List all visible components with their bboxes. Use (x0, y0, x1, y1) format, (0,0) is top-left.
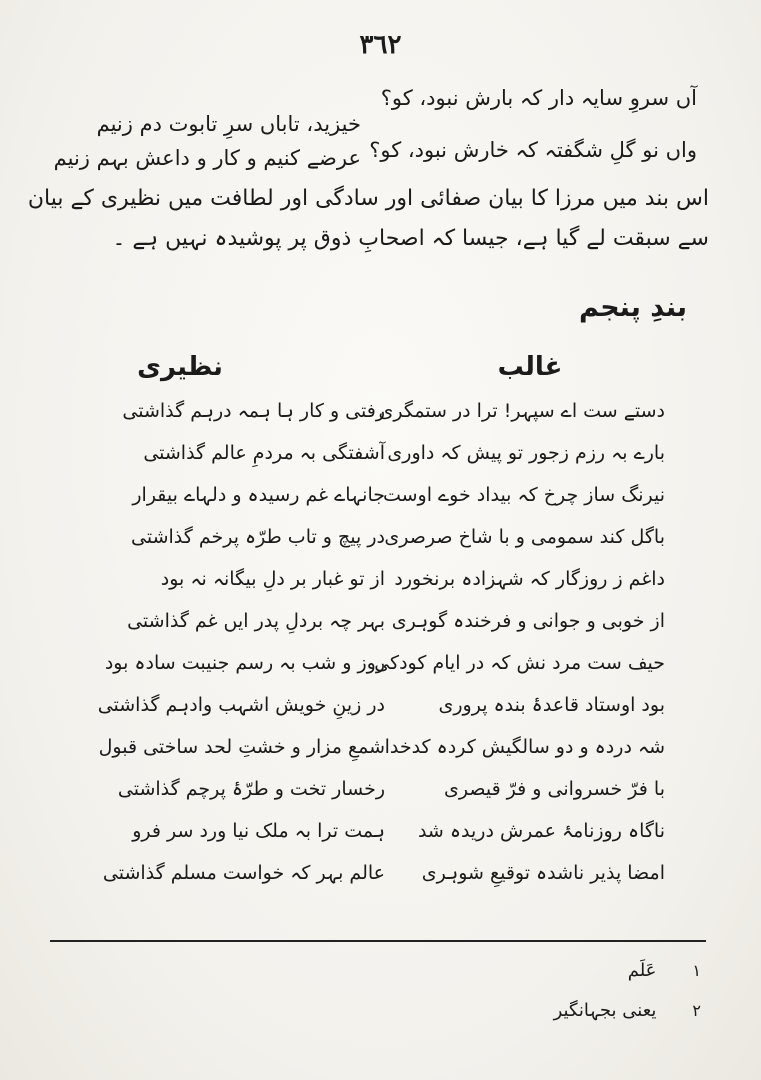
ghalib-verse-line: شہ دردہ و دو سالگیش کردہ کدخدا (384, 736, 665, 758)
page-number: ۳٦۲ (359, 30, 402, 60)
ghalib-verse-line: امضا پذیر ناشدہ توقیعِ شوہری (421, 862, 665, 884)
naziri-verse-line: در زینِ خویش اشہب وادہم گذاشتی (97, 694, 385, 716)
ghalib-verse-line: با فرّ خسروانی و فرّ قیصری (444, 778, 665, 800)
section-heading: بندِ پنجم (579, 292, 687, 323)
intro-verse-left-2: عرضے کنیم و کار و داعش بہم زنیم (53, 146, 361, 170)
naziri-verse-line: عالم بہر کہ خواست مسلم گذاشتی (102, 862, 385, 884)
naziri-verse-line: جانہاے غم رسیدہ و دلہاے بیقرار (132, 484, 385, 506)
naziri-verse-line: شمعِ مزار و خشتِ لحد ساختی قبول (98, 736, 385, 758)
footnote-number: ۲ (692, 1001, 701, 1020)
ghalib-verse-line: ناگاہ روزنامۂ عمرش دریدہ شد (417, 820, 665, 842)
footnote-number: ۱ (692, 961, 701, 980)
footnote-text: عَلَم (627, 960, 657, 981)
naziri-verse-line: ہمت ترا بہ ملک نیا ورد سر فرو (132, 820, 385, 842)
ghalib-verse-line: داغم ز روزگار کہ شہزادہ برنخورد (394, 568, 665, 590)
intro-verse-left-1: خیزید، تاباں سرِ تابوت دم زنیم (96, 112, 361, 136)
naziri-verse-line: در پیچ و تاب طرّہ پرخم گذاشتی (131, 526, 385, 548)
naziri-verse-line: رفتی و کار ہا ہمہ درہم گذاشتی (122, 400, 385, 422)
ghalib-verse-line: نیرنگ ساز چرخ کہ بیداد خوے اوست (382, 484, 665, 506)
footnote-text: یعنی بجہانگیر (553, 1000, 657, 1021)
ghalib-heading: غالب (497, 352, 563, 382)
naziri-verse-line: بہر چہ بردلِ پدر ایں غم گذاشتی (127, 610, 385, 632)
ghalib-verse-line: بود اوستاد قاعدۂ بندہ پروری (438, 694, 665, 716)
ghalib-verse-line: از خوبی و جوانی و فرخندہ گوہری (391, 610, 665, 632)
ghalib-verse-line: بارے بہ رزم زجور تو پیش کہ داوری (387, 442, 665, 464)
ghalib-verse-line: حیف ست مرد نش کہ در ایام کودکی (374, 652, 665, 674)
footnote-divider (50, 940, 706, 942)
naziri-verse-line: روز و شب بہ رسم جنیبت سادہ بود (104, 652, 385, 674)
naziri-verse-line: رخسار تخت و طرّۂ پرچم گذاشتی (117, 778, 385, 800)
commentary-line-2: سے سبقت لے گیا ہے، جیسا کہ اصحابِ ذوق پر پوشیدہ نہیں ہے ۔ (112, 226, 709, 251)
intro-verse-right-1: آں سروِ سایہ دار کہ بارش نبود، کو؟ (380, 86, 697, 110)
commentary-line-1: اس بند میں مرزا کا بیان صفائی اور سادگی اور لطافت میں نظیری کے بیان (27, 186, 709, 211)
ghalib-verse-line: باگل کند سمومی و با شاخ صرصری (384, 526, 665, 548)
footnote-2 (554, 1000, 701, 1021)
naziri-verse-line: آشفتگی بہ مردمِ عالم گذاشتی (143, 442, 385, 464)
ghalib-verse-line: دستے ست اے سپہر! ترا در ستمگری (378, 400, 665, 422)
footnote-1 (628, 960, 701, 981)
naziri-heading: نظیری (137, 352, 223, 382)
intro-verse-right-2: واں نو گلِ شگفتہ کہ خارش نبود، کو؟ (369, 138, 697, 162)
naziri-verse-line: از تو غبار بر دلِ بیگانہ نہ بود (160, 568, 385, 590)
